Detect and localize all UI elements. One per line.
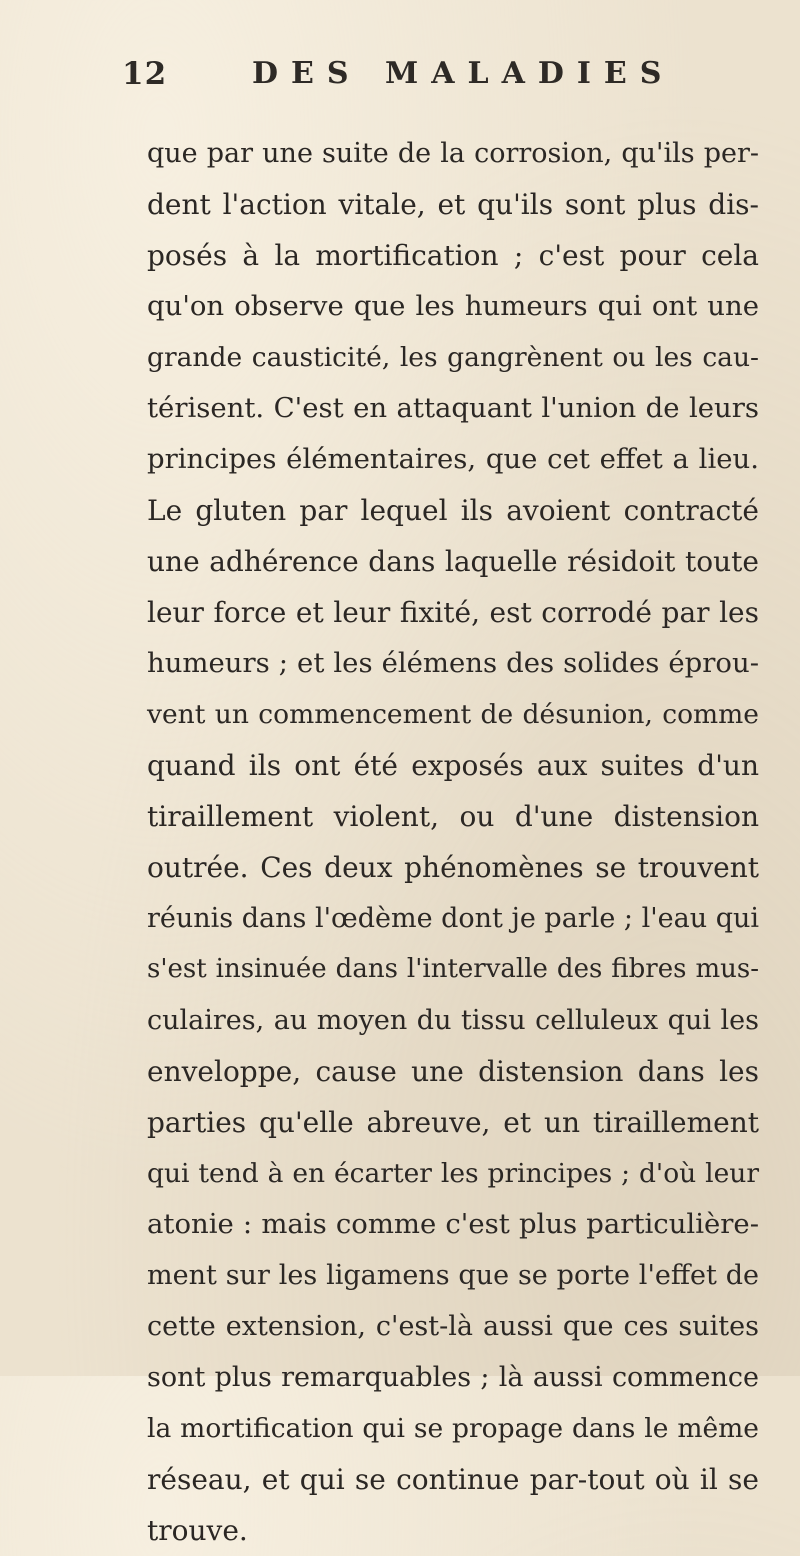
- text-line: qu'on observe que les humeurs qui ont une: [147, 290, 759, 322]
- body-text: [147, 128, 759, 1556]
- text-line: vent un commencement de désunion, comme: [147, 699, 759, 730]
- text-line: parties qu'elle abreuve, et un tiraillement: [147, 1106, 759, 1139]
- text-line: cette extension, c'est-là aussi que ces suites: [147, 1311, 759, 1342]
- text-line: humeurs ; et les élémens des solides éprou-: [147, 647, 759, 679]
- page-number: 12: [122, 56, 168, 92]
- running-head: DES MALADIES: [252, 56, 675, 91]
- text-line: réseau, et qui se continue par-tout où il se: [147, 1463, 759, 1496]
- text-line: la mortification qui se propage dans le même: [147, 1413, 759, 1444]
- text-line: trouve.: [147, 1514, 248, 1547]
- text-line: une adhérence dans laquelle résidoit toute: [147, 545, 759, 578]
- text-line: térisent. C'est en attaquant l'union de leurs: [147, 392, 759, 424]
- text-line: dent l'action vitale, et qu'ils sont plus dis-: [147, 188, 759, 221]
- text-line: quand ils ont été exposés aux suites d'un: [147, 749, 759, 782]
- text-line: que par une suite de la corrosion, qu'ils per-: [147, 138, 759, 169]
- text-line: enveloppe, cause une distension dans les: [147, 1055, 759, 1088]
- text-line: posés à la mortification ; c'est pour cela: [147, 239, 759, 272]
- text-line: qui tend à en écarter les principes ; d'où leur: [147, 1158, 759, 1189]
- text-line: sont plus remarquables ; là aussi commence: [147, 1362, 759, 1393]
- text-line: ment sur les ligamens que se porte l'effet de: [147, 1260, 759, 1291]
- text-line: réunis dans l'œdème dont je parle ; l'eau qui: [147, 903, 759, 934]
- text-line: Le gluten par lequel ils avoient contracté: [147, 494, 759, 527]
- text-line: atonie : mais comme c'est plus particulière-: [147, 1208, 759, 1240]
- text-line: outrée. Ces deux phénomènes se trouvent: [147, 851, 759, 884]
- text-line: grande causticité, les gangrènent ou les cau-: [147, 342, 759, 373]
- text-line: leur force et leur fixité, est corrodé par les: [147, 596, 759, 629]
- text-line: principes élémentaires, que cet effet a lieu.: [147, 443, 759, 475]
- page-header: [122, 56, 682, 100]
- text-line: tiraillement violent, ou d'une distension: [147, 800, 759, 833]
- text-line: s'est insinuée dans l'intervalle des fibres mus-: [147, 954, 759, 984]
- text-line: culaires, au moyen du tissu celluleux qui les: [147, 1005, 759, 1036]
